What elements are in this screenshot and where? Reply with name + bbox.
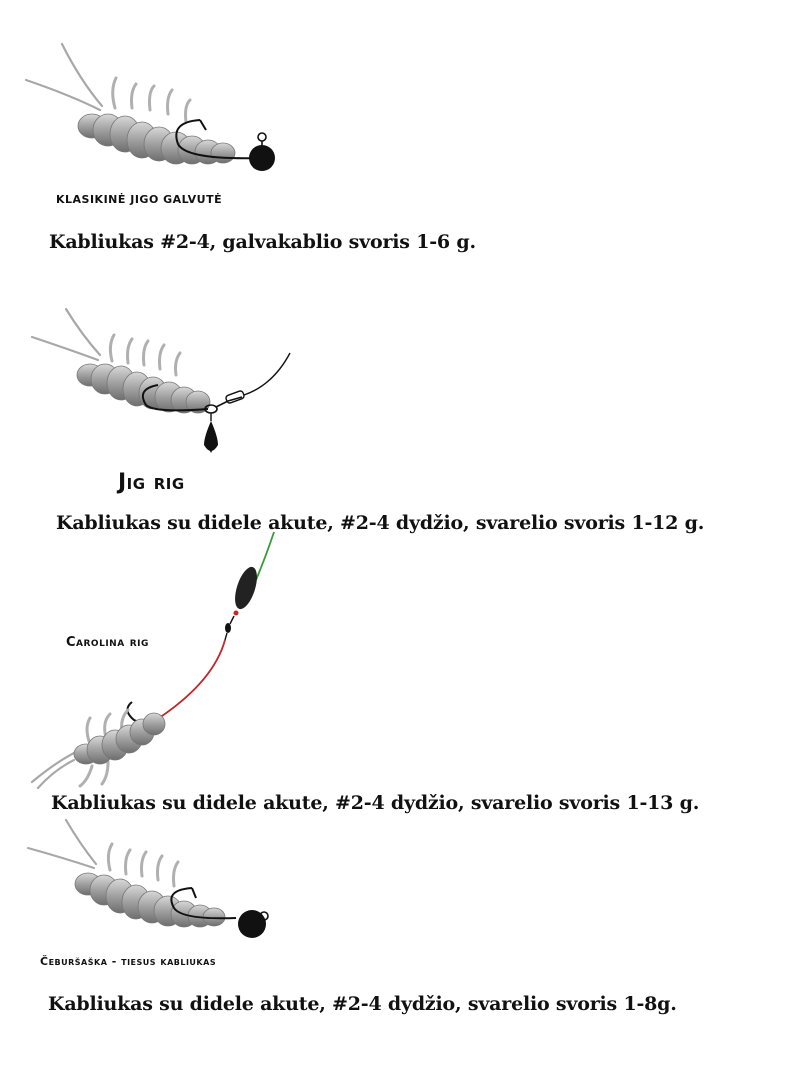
jig-rig-spec: Kabliukas su didele akute, #2-4 dydžio, svarelio svoris 1-12 g. [56, 512, 705, 534]
classic-jig-head-spec: Kabliukas #2-4, galvakablio svoris 1-6 g. [49, 231, 476, 253]
carolina-rig-spec: Kabliukas su didele akute, #2-4 dydžio, svarelio svoris 1-13 g. [51, 792, 700, 814]
carolina-rig-illustration [28, 530, 288, 790]
carolina-rig-caption: Carolina rig [66, 635, 149, 650]
jig-rig-illustration [28, 305, 298, 465]
cheburashka-rig-spec: Kabliukas su didele akute, #2-4 dydžio, svarelio svoris 1-8g. [48, 993, 677, 1015]
cheburashka-rig-caption: Čeburšaška - tiesus kabliukas [40, 955, 217, 968]
classic-jig-head-caption: KLASIKINĖ JIGO GALVUTĖ [56, 193, 223, 206]
cheburashka-rig-illustration [24, 818, 284, 948]
classic-jig-head-illustration [20, 40, 290, 180]
jig-rig-caption: Jig rig [118, 470, 185, 495]
